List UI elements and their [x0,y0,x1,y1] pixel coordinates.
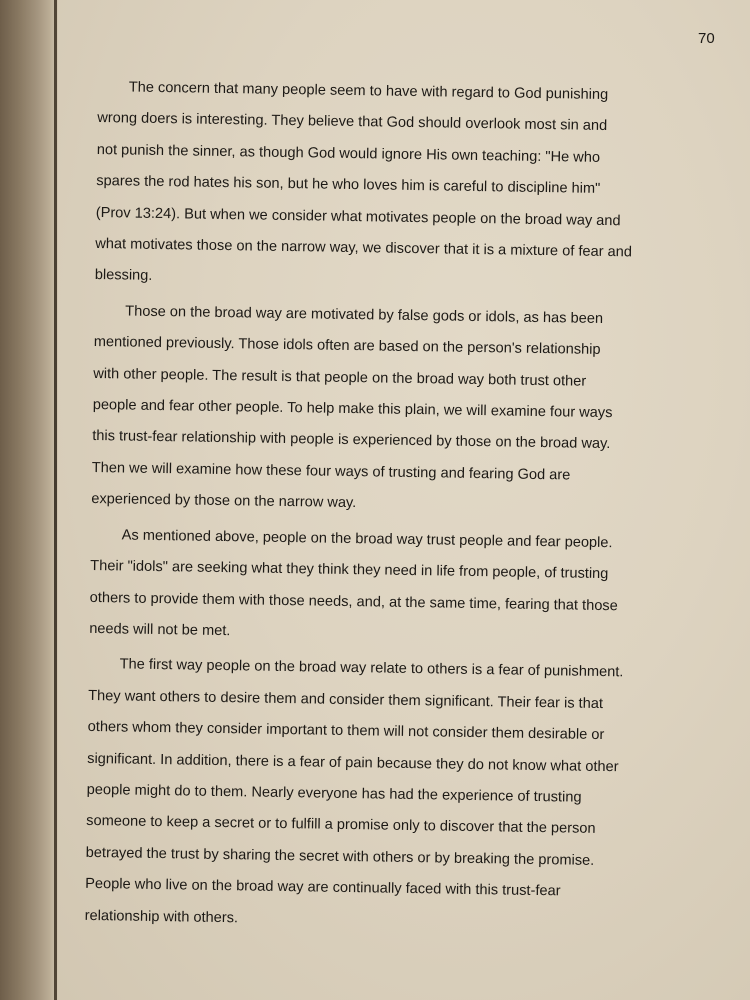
text-line: They want others to desire them and consider them significant. Their fear is that [88,687,604,712]
text-line: needs will not be met. [89,620,231,640]
text-line: Those on the broad way are motivated by false gods or idols, as has been [125,303,604,327]
text-line: The first way people on the broad way relate to others is a fear of punishment. [119,656,624,681]
text-line: with other people. The result is that people on the broad way both trust other [93,365,587,390]
paragraph-3 [89,520,691,655]
text-line: someone to keep a secret or to fulfill a promise only to discover that the person [86,813,596,838]
text-line: (Prov 13:24). But when we consider what motivates people on the broad way and [95,204,621,229]
text-line: others whom they consider important to them will not consider them desirable or [87,719,605,744]
text-line: betrayed the trust by sharing the secret with others or by breaking the promise. [85,844,595,869]
body-text [84,72,697,941]
paragraph-4 [84,649,688,941]
paragraph-1 [95,72,698,301]
book-page [58,0,750,1000]
text-line: spares the rod hates his son, but he who loves him is careful to discipline him" [96,173,601,198]
text-line: People who live on the broad way are continually faced with this trust-fear [85,876,561,900]
text-line: mentioned previously. Those idols often are based on the person's relationship [93,334,601,359]
text-line: The concern that many people seem to have with regard to God punishing [128,79,609,104]
text-line: experienced by those on the narrow way. [91,491,357,512]
text-line: people and fear other people. To help make this plain, we will examine four ways [92,397,613,422]
text-line: not punish the sinner, as though God would ignore His own teaching: "He who [96,141,601,166]
text-line: this trust-fear relationship with people is experienced by those on the broad way. [92,428,611,453]
text-line: people might do to them. Nearly everyone has had the experience of trusting [86,781,582,806]
text-line: relationship with others. [84,907,239,926]
text-line: As mentioned above, people on the broad way trust people and fear people. [121,527,613,551]
book-gutter [54,0,57,1000]
text-line: Their "idols" are seeking what they think they need in life from people, of trusting [90,558,609,583]
paragraph-2 [91,296,694,525]
text-line: what motivates those on the narrow way, we discover that it is a mixture of fear and [95,236,633,261]
text-line: blessing. [94,267,153,285]
text-line: others to provide them with those needs, and, at the same time, fearing that those [89,589,618,614]
text-line: Then we will examine how these four ways of trusting and fearing God are [91,459,571,484]
text-line: wrong doers is interesting. They believe that God should overlook most sin and [97,110,608,135]
left-page-edge [0,0,55,1000]
page-number: 70 [698,30,715,47]
text-line: significant. In addition, there is a fear of pain because they do not know what other [87,750,619,775]
